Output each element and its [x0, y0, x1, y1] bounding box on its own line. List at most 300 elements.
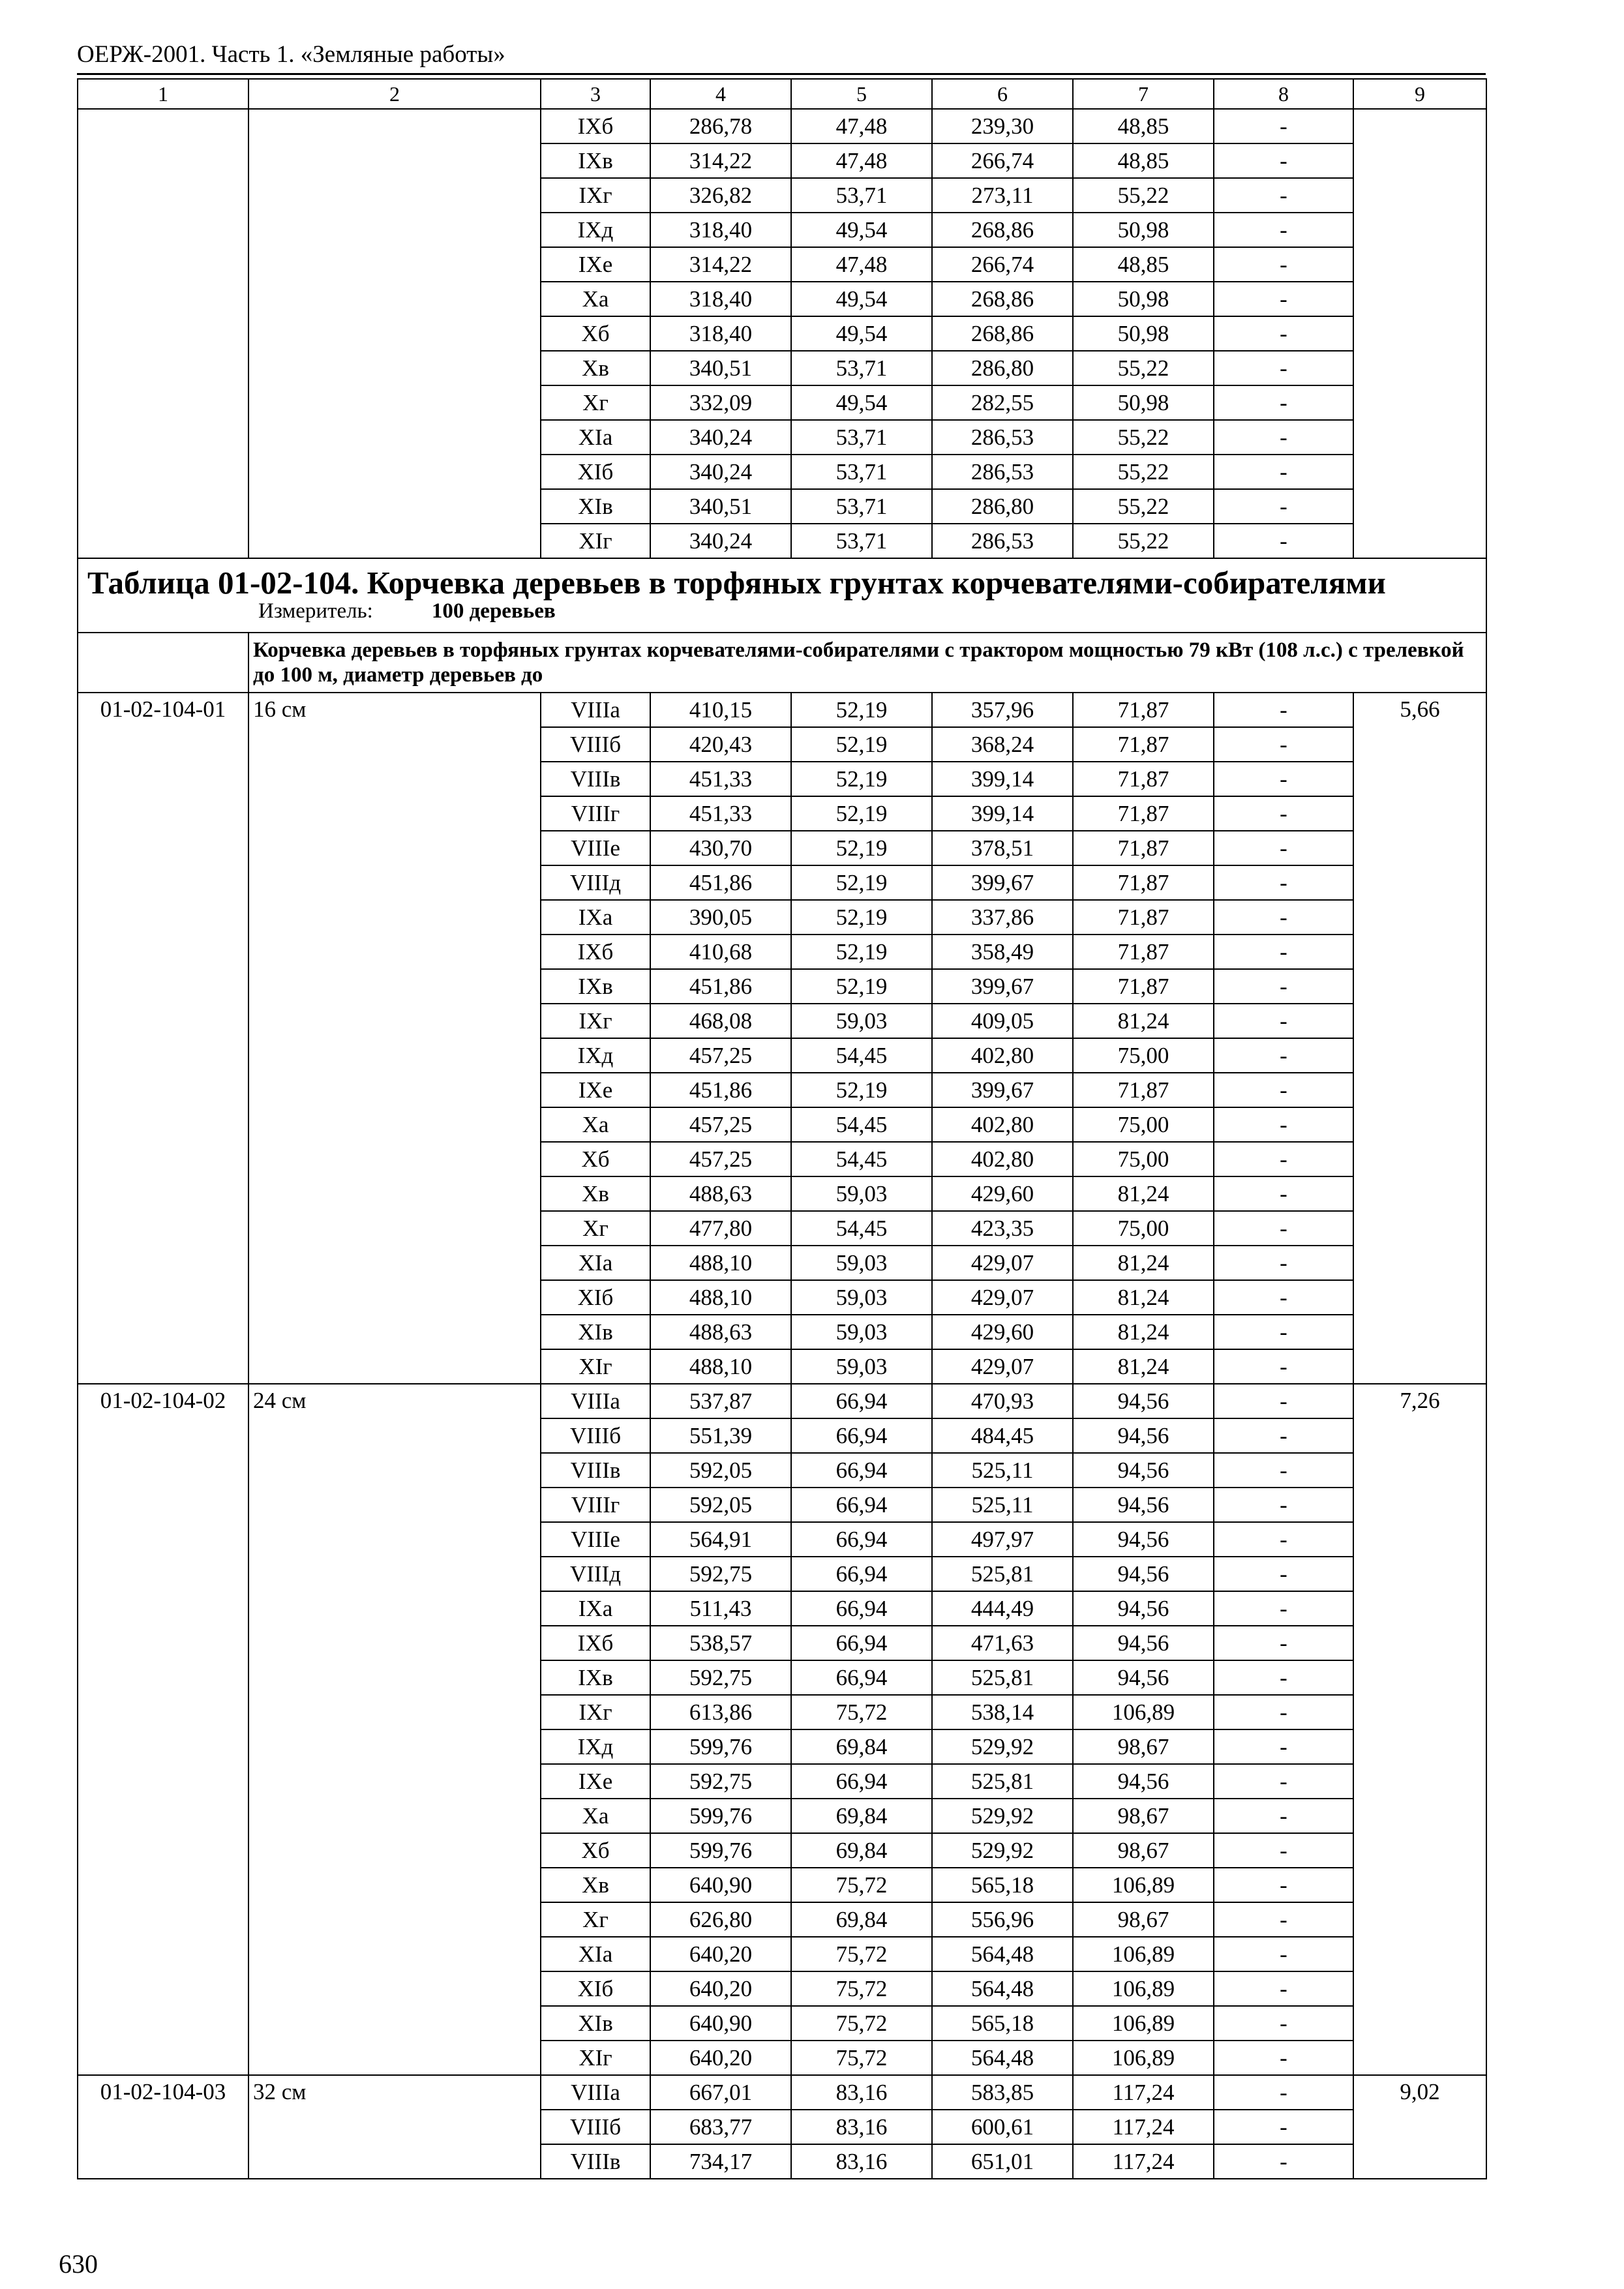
material-cost: - — [1214, 1107, 1353, 1142]
soil-group: IXв — [541, 143, 650, 178]
material-cost: - — [1214, 2075, 1353, 2110]
soil-group: XIг — [541, 524, 650, 558]
machine-cost: 266,74 — [932, 143, 1073, 178]
material-cost: - — [1214, 1660, 1353, 1695]
machine-cost: 399,67 — [932, 865, 1073, 900]
labor-cost: 53,71 — [791, 455, 932, 489]
machine-cost: 286,53 — [932, 420, 1073, 455]
norm-cell-empty — [1353, 109, 1486, 558]
material-cost: - — [1214, 2110, 1353, 2144]
machine-cost: 266,74 — [932, 247, 1073, 282]
material-cost: - — [1214, 351, 1353, 385]
labor-cost: 53,71 — [791, 351, 932, 385]
labor-cost: 49,54 — [791, 282, 932, 316]
material-cost: - — [1214, 727, 1353, 762]
soil-group: Xв — [541, 1176, 650, 1211]
machine-cost: 429,07 — [932, 1246, 1073, 1280]
machine-cost: 583,85 — [932, 2075, 1073, 2110]
machinist-wage: 71,87 — [1073, 865, 1214, 900]
machine-cost: 282,55 — [932, 385, 1073, 420]
total-cost: 340,51 — [650, 489, 791, 524]
labor-cost: 59,03 — [791, 1176, 932, 1211]
machinist-wage: 75,00 — [1073, 1107, 1214, 1142]
labor-cost: 66,94 — [791, 1418, 932, 1453]
soil-group: VIIIг — [541, 796, 650, 831]
machinist-wage: 98,67 — [1073, 1902, 1214, 1937]
machine-cost: 470,93 — [932, 1384, 1073, 1418]
machine-cost: 357,96 — [932, 693, 1073, 727]
machine-cost: 529,92 — [932, 1799, 1073, 1833]
table-row — [78, 109, 1486, 143]
machinist-wage: 106,89 — [1073, 1937, 1214, 1971]
machine-cost: 378,51 — [932, 831, 1073, 865]
total-cost: 592,75 — [650, 1764, 791, 1799]
table-row — [78, 1384, 1486, 1418]
total-cost: 537,87 — [650, 1384, 791, 1418]
machinist-wage: 48,85 — [1073, 143, 1214, 178]
soil-group: IXв — [541, 969, 650, 1004]
meter-label: Измеритель: — [258, 599, 373, 623]
material-cost: - — [1214, 1833, 1353, 1868]
total-cost: 592,75 — [650, 1557, 791, 1591]
total-cost: 599,76 — [650, 1729, 791, 1764]
machine-cost: 286,53 — [932, 524, 1073, 558]
machinist-wage: 48,85 — [1073, 247, 1214, 282]
machine-cost: 286,53 — [932, 455, 1073, 489]
soil-group: IXд — [541, 1038, 650, 1073]
labor-cost: 66,94 — [791, 1626, 932, 1660]
machinist-wage: 94,56 — [1073, 1591, 1214, 1626]
material-cost: - — [1214, 282, 1353, 316]
machine-cost: 429,60 — [932, 1315, 1073, 1349]
machine-cost: 402,80 — [932, 1142, 1073, 1176]
soil-group: Xв — [541, 1868, 650, 1902]
table-title-row — [78, 558, 1486, 633]
soil-group: IXд — [541, 213, 650, 247]
material-cost: - — [1214, 1937, 1353, 1971]
total-cost: 457,25 — [650, 1142, 791, 1176]
machinist-wage: 98,67 — [1073, 1833, 1214, 1868]
labor-cost: 52,19 — [791, 796, 932, 831]
total-cost: 564,91 — [650, 1522, 791, 1557]
machine-cost: 429,07 — [932, 1349, 1073, 1384]
machine-cost: 564,48 — [932, 1937, 1073, 1971]
material-cost: - — [1214, 489, 1353, 524]
machinist-wage: 75,00 — [1073, 1211, 1214, 1246]
machine-cost: 399,67 — [932, 1073, 1073, 1107]
labor-cost: 66,94 — [791, 1384, 932, 1418]
material-cost: - — [1214, 1038, 1353, 1073]
machine-cost: 368,24 — [932, 727, 1073, 762]
labor-cost: 75,72 — [791, 1937, 932, 1971]
soil-group: XIв — [541, 1315, 650, 1349]
material-cost: - — [1214, 247, 1353, 282]
machine-cost: 402,80 — [932, 1038, 1073, 1073]
soil-group: IXа — [541, 900, 650, 935]
material-cost: - — [1214, 1142, 1353, 1176]
total-cost: 318,40 — [650, 213, 791, 247]
total-cost: 488,10 — [650, 1246, 791, 1280]
labor-cost: 66,94 — [791, 1522, 932, 1557]
soil-group: XIа — [541, 1937, 650, 1971]
rates-table — [77, 78, 1487, 2179]
page-number: 630 — [59, 2249, 98, 2279]
total-cost: 451,86 — [650, 865, 791, 900]
soil-group: VIIIа — [541, 693, 650, 727]
machine-cost: 423,35 — [932, 1211, 1073, 1246]
machinist-wage: 94,56 — [1073, 1557, 1214, 1591]
labor-cost: 54,45 — [791, 1211, 932, 1246]
labor-cost: 52,19 — [791, 831, 932, 865]
machine-cost: 429,60 — [932, 1176, 1073, 1211]
labor-cost: 59,03 — [791, 1004, 932, 1038]
tree-diameter: 24 см — [248, 1384, 541, 2075]
machine-cost: 525,11 — [932, 1453, 1073, 1488]
machinist-wage: 106,89 — [1073, 1695, 1214, 1729]
total-cost: 430,70 — [650, 831, 791, 865]
table-title: Таблица 01-02-104. Корчевка деревьев в торфяных грунтах корчевателями-собирателями — [87, 565, 1386, 601]
material-cost: - — [1214, 865, 1353, 900]
labor-cost: 52,19 — [791, 935, 932, 969]
machine-cost: 429,07 — [932, 1280, 1073, 1315]
material-cost: - — [1214, 1176, 1353, 1211]
machine-cost: 556,96 — [932, 1902, 1073, 1937]
total-cost: 592,05 — [650, 1488, 791, 1522]
rates-table-body — [78, 79, 1486, 2179]
machine-cost: 497,97 — [932, 1522, 1073, 1557]
tree-diameter: 16 см — [248, 693, 541, 1384]
soil-group: VIIIб — [541, 727, 650, 762]
material-cost: - — [1214, 143, 1353, 178]
machinist-wage: 94,56 — [1073, 1522, 1214, 1557]
labor-cost: 52,19 — [791, 1073, 932, 1107]
machine-cost: 525,11 — [932, 1488, 1073, 1522]
material-cost: - — [1214, 1591, 1353, 1626]
machine-cost: 239,30 — [932, 109, 1073, 143]
labor-cost: 49,54 — [791, 385, 932, 420]
column-number: 1 — [78, 79, 248, 109]
material-cost: - — [1214, 178, 1353, 213]
labor-cost: 52,19 — [791, 762, 932, 796]
machinist-wage: 75,00 — [1073, 1142, 1214, 1176]
soil-group: XIг — [541, 2041, 650, 2075]
rate-code: 01-02-104-02 — [78, 1384, 248, 2075]
tree-diameter: 32 см — [248, 2075, 541, 2179]
total-cost: 286,78 — [650, 109, 791, 143]
labor-cost: 53,71 — [791, 524, 932, 558]
labor-cost: 47,48 — [791, 247, 932, 282]
machine-cost: 402,80 — [932, 1107, 1073, 1142]
material-cost: - — [1214, 1073, 1353, 1107]
material-cost: - — [1214, 831, 1353, 865]
soil-group: Xв — [541, 351, 650, 385]
labor-cost: 83,16 — [791, 2144, 932, 2179]
machine-cost: 564,48 — [932, 2041, 1073, 2075]
machine-cost: 525,81 — [932, 1764, 1073, 1799]
machinist-wage: 106,89 — [1073, 2006, 1214, 2041]
machine-cost: 600,61 — [932, 2110, 1073, 2144]
soil-group: IXе — [541, 1764, 650, 1799]
soil-group: Xб — [541, 316, 650, 351]
total-cost: 468,08 — [650, 1004, 791, 1038]
soil-group: VIIIа — [541, 1384, 650, 1418]
material-cost: - — [1214, 1349, 1353, 1384]
soil-group: Xб — [541, 1833, 650, 1868]
total-cost: 592,05 — [650, 1453, 791, 1488]
labor-cost: 75,72 — [791, 2041, 932, 2075]
labor-cost: 59,03 — [791, 1246, 932, 1280]
total-cost: 488,10 — [650, 1349, 791, 1384]
total-cost: 626,80 — [650, 1902, 791, 1937]
material-cost: - — [1214, 109, 1353, 143]
machine-cost: 565,18 — [932, 2006, 1073, 2041]
material-cost: - — [1214, 1695, 1353, 1729]
material-cost: - — [1214, 213, 1353, 247]
material-cost: - — [1214, 796, 1353, 831]
material-cost: - — [1214, 1557, 1353, 1591]
total-cost: 551,39 — [650, 1418, 791, 1453]
labor-cost: 83,16 — [791, 2075, 932, 2110]
total-cost: 451,86 — [650, 1073, 791, 1107]
labor-cost: 54,45 — [791, 1038, 932, 1073]
labor-cost: 75,72 — [791, 1868, 932, 1902]
soil-group: Xг — [541, 1902, 650, 1937]
machinist-wage: 106,89 — [1073, 1971, 1214, 2006]
machinist-wage: 71,87 — [1073, 762, 1214, 796]
machine-cost: 399,67 — [932, 969, 1073, 1004]
meter-value: 100 деревьев — [431, 599, 556, 623]
material-cost: - — [1214, 1868, 1353, 1902]
labor-cost: 47,48 — [791, 109, 932, 143]
soil-group: VIIIб — [541, 2110, 650, 2144]
labor-cost: 49,54 — [791, 213, 932, 247]
total-cost: 640,20 — [650, 2041, 791, 2075]
soil-group: Xа — [541, 282, 650, 316]
machinist-wage: 71,87 — [1073, 796, 1214, 831]
soil-group: IXв — [541, 1660, 650, 1695]
labor-cost: 66,94 — [791, 1660, 932, 1695]
machine-cost: 268,86 — [932, 316, 1073, 351]
total-cost: 734,17 — [650, 2144, 791, 2179]
rate-code: 01-02-104-03 — [78, 2075, 248, 2179]
machinist-wage: 94,56 — [1073, 1488, 1214, 1522]
labor-cost: 53,71 — [791, 489, 932, 524]
machinist-wage: 81,24 — [1073, 1315, 1214, 1349]
soil-group: Xг — [541, 385, 650, 420]
total-cost: 457,25 — [650, 1107, 791, 1142]
machine-cost: 409,05 — [932, 1004, 1073, 1038]
material-cost: - — [1214, 1522, 1353, 1557]
labor-norm: 9,02 — [1353, 2075, 1486, 2179]
rate-code: 01-02-104-01 — [78, 693, 248, 1384]
column-number: 8 — [1214, 79, 1353, 109]
total-cost: 457,25 — [650, 1038, 791, 1073]
machinist-wage: 81,24 — [1073, 1280, 1214, 1315]
soil-group: XIа — [541, 420, 650, 455]
material-cost: - — [1214, 1626, 1353, 1660]
material-cost: - — [1214, 420, 1353, 455]
total-cost: 511,43 — [650, 1591, 791, 1626]
machinist-wage: 50,98 — [1073, 282, 1214, 316]
total-cost: 451,86 — [650, 969, 791, 1004]
soil-group: VIIIд — [541, 1557, 650, 1591]
soil-group: Xг — [541, 1211, 650, 1246]
labor-cost: 54,45 — [791, 1107, 932, 1142]
labor-cost: 69,84 — [791, 1833, 932, 1868]
machine-cost: 484,45 — [932, 1418, 1073, 1453]
machinist-wage: 98,67 — [1073, 1729, 1214, 1764]
machinist-wage: 55,22 — [1073, 420, 1214, 455]
machinist-wage: 117,24 — [1073, 2144, 1214, 2179]
soil-group: XIа — [541, 1246, 650, 1280]
column-number: 9 — [1353, 79, 1486, 109]
labor-norm: 7,26 — [1353, 1384, 1486, 2075]
labor-cost: 52,19 — [791, 900, 932, 935]
table-row — [78, 2075, 1486, 2110]
machinist-wage: 94,56 — [1073, 1418, 1214, 1453]
total-cost: 420,43 — [650, 727, 791, 762]
material-cost: - — [1214, 316, 1353, 351]
work-description: Корчевка деревьев в торфяных грунтах корчевателями-собирателями с трактором мощностью 79 кВт (108 л.с.) с трелевкой до 100 м, диаметр деревьев до — [248, 633, 1486, 693]
code-cell-empty — [78, 109, 248, 558]
machinist-wage: 55,22 — [1073, 489, 1214, 524]
column-number: 2 — [248, 79, 541, 109]
soil-group: Xб — [541, 1142, 650, 1176]
machinist-wage: 117,24 — [1073, 2110, 1214, 2144]
soil-group: VIIIд — [541, 865, 650, 900]
soil-group: XIб — [541, 1280, 650, 1315]
machine-cost: 529,92 — [932, 1833, 1073, 1868]
soil-group: VIIIг — [541, 1488, 650, 1522]
total-cost: 340,51 — [650, 351, 791, 385]
material-cost: - — [1214, 762, 1353, 796]
material-cost: - — [1214, 2144, 1353, 2179]
header-rule — [77, 73, 1486, 75]
soil-group: VIIIв — [541, 2144, 650, 2179]
machine-cost: 525,81 — [932, 1660, 1073, 1695]
machine-cost: 399,14 — [932, 762, 1073, 796]
total-cost: 318,40 — [650, 282, 791, 316]
machinist-wage: 94,56 — [1073, 1660, 1214, 1695]
material-cost: - — [1214, 1004, 1353, 1038]
machine-cost: 399,14 — [932, 796, 1073, 831]
soil-group: IXб — [541, 109, 650, 143]
machinist-wage: 117,24 — [1073, 2075, 1214, 2110]
machine-cost: 538,14 — [932, 1695, 1073, 1729]
machinist-wage: 81,24 — [1073, 1004, 1214, 1038]
material-cost: - — [1214, 1315, 1353, 1349]
machine-cost: 337,86 — [932, 900, 1073, 935]
labor-cost: 66,94 — [791, 1488, 932, 1522]
table-title-cell — [78, 558, 1486, 633]
total-cost: 599,76 — [650, 1833, 791, 1868]
material-cost: - — [1214, 693, 1353, 727]
soil-group: IXб — [541, 935, 650, 969]
material-cost: - — [1214, 1384, 1353, 1418]
labor-cost: 75,72 — [791, 2006, 932, 2041]
total-cost: 488,63 — [650, 1176, 791, 1211]
machinist-wage: 71,87 — [1073, 935, 1214, 969]
column-number-row — [78, 79, 1486, 109]
machinist-wage: 94,56 — [1073, 1764, 1214, 1799]
total-cost: 640,20 — [650, 1971, 791, 2006]
machinist-wage: 50,98 — [1073, 385, 1214, 420]
soil-group: Xа — [541, 1799, 650, 1833]
labor-cost: 49,54 — [791, 316, 932, 351]
labor-cost: 66,94 — [791, 1591, 932, 1626]
column-number: 4 — [650, 79, 791, 109]
machine-cost: 286,80 — [932, 351, 1073, 385]
material-cost: - — [1214, 1902, 1353, 1937]
soil-group: IXг — [541, 1695, 650, 1729]
machinist-wage: 81,24 — [1073, 1246, 1214, 1280]
material-cost: - — [1214, 935, 1353, 969]
soil-group: IXб — [541, 1626, 650, 1660]
material-cost: - — [1214, 385, 1353, 420]
labor-cost: 52,19 — [791, 693, 932, 727]
labor-cost: 66,94 — [791, 1453, 932, 1488]
column-number: 7 — [1073, 79, 1214, 109]
machinist-wage: 71,87 — [1073, 727, 1214, 762]
machinist-wage: 71,87 — [1073, 900, 1214, 935]
labor-cost: 52,19 — [791, 969, 932, 1004]
labor-cost: 59,03 — [791, 1349, 932, 1384]
machine-cost: 525,81 — [932, 1557, 1073, 1591]
total-cost: 488,10 — [650, 1280, 791, 1315]
material-cost: - — [1214, 969, 1353, 1004]
total-cost: 318,40 — [650, 316, 791, 351]
machinist-wage: 50,98 — [1073, 316, 1214, 351]
soil-group: IXе — [541, 1073, 650, 1107]
labor-cost: 83,16 — [791, 2110, 932, 2144]
table-row — [78, 693, 1486, 727]
soil-group: XIб — [541, 1971, 650, 2006]
total-cost: 332,09 — [650, 385, 791, 420]
machinist-wage: 94,56 — [1073, 1384, 1214, 1418]
machinist-wage: 94,56 — [1073, 1626, 1214, 1660]
meter — [82, 599, 1482, 623]
total-cost: 340,24 — [650, 524, 791, 558]
column-number: 5 — [791, 79, 932, 109]
material-cost: - — [1214, 2006, 1353, 2041]
material-cost: - — [1214, 455, 1353, 489]
soil-group: XIв — [541, 489, 650, 524]
labor-cost: 69,84 — [791, 1729, 932, 1764]
soil-group: IXд — [541, 1729, 650, 1764]
machinist-wage: 50,98 — [1073, 213, 1214, 247]
soil-group: VIIIб — [541, 1418, 650, 1453]
machinist-wage: 55,22 — [1073, 178, 1214, 213]
material-cost: - — [1214, 1799, 1353, 1833]
machinist-wage: 71,87 — [1073, 831, 1214, 865]
machinist-wage: 55,22 — [1073, 455, 1214, 489]
material-cost: - — [1214, 1453, 1353, 1488]
labor-cost: 75,72 — [791, 1971, 932, 2006]
total-cost: 477,80 — [650, 1211, 791, 1246]
material-cost: - — [1214, 1971, 1353, 2006]
total-cost: 640,90 — [650, 1868, 791, 1902]
soil-group: Xа — [541, 1107, 650, 1142]
labor-cost: 53,71 — [791, 178, 932, 213]
labor-cost: 53,71 — [791, 420, 932, 455]
material-cost: - — [1214, 1246, 1353, 1280]
total-cost: 488,63 — [650, 1315, 791, 1349]
machine-cost: 444,49 — [932, 1591, 1073, 1626]
soil-group: VIIIв — [541, 1453, 650, 1488]
soil-group: VIIIе — [541, 831, 650, 865]
total-cost: 592,75 — [650, 1660, 791, 1695]
machinist-wage: 106,89 — [1073, 1868, 1214, 1902]
